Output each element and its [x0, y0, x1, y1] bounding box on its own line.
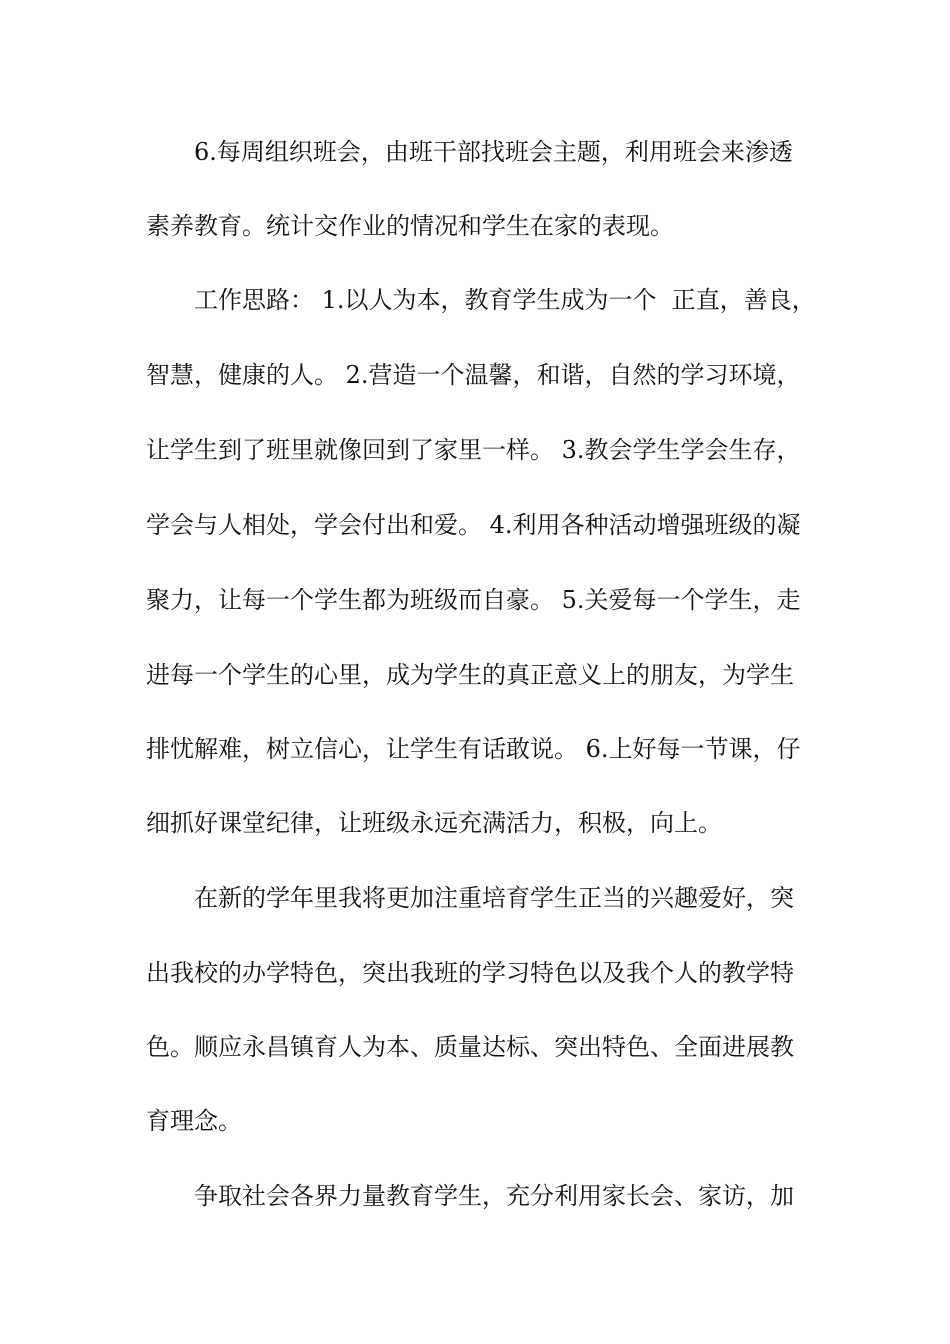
text-line-7: 聚力，让每一个学生都为班级而自豪。 5.关爱每一个学生，走: [146, 586, 801, 614]
text-line-8: 进每一个学生的心里，成为学生的真正意义上的朋友，为学生: [146, 661, 794, 689]
text-line-3: 工作思路： 1.以人为本，教育学生成为一个 正直，善良，: [194, 286, 816, 314]
text-line-9: 排忧解难，树立信心，让学生有话敢说。 6.上好每一节课，仔: [146, 735, 801, 763]
text-line-11: 在新的学年里我将更加注重培育学生正当的兴趣爱好，突: [194, 884, 794, 912]
text-line-6: 学会与人相处，学会付出和爱。 4.利用各种活动增强班级的凝: [146, 511, 801, 539]
text-line-10: 细抓好课堂纪律，让班级永远充满活力，积极，向上。: [146, 809, 722, 837]
text-line-5: 让学生到了班里就像回到了家里一样。 3.教会学生学会生存，: [146, 436, 801, 464]
text-line-12: 出我校的办学特色，突出我班的学习特色以及我个人的教学特: [146, 959, 794, 987]
text-line-15: 争取社会各界力量教育学生，充分利用家长会、家访，加: [194, 1182, 794, 1210]
text-line-2: 素养教育。统计交作业的情况和学生在家的表现。: [146, 212, 674, 240]
text-line-13: 色。顺应永昌镇育人为本、质量达标、突出特色、全面进展教: [146, 1033, 794, 1061]
text-line-1: 6.每周组织班会，由班干部找班会主题，利用班会来渗透: [194, 138, 793, 166]
text-line-4: 智慧，健康的人。 2.营造一个温馨，和谐，自然的学习环境，: [146, 361, 801, 389]
text-line-14: 育理念。: [146, 1107, 242, 1135]
